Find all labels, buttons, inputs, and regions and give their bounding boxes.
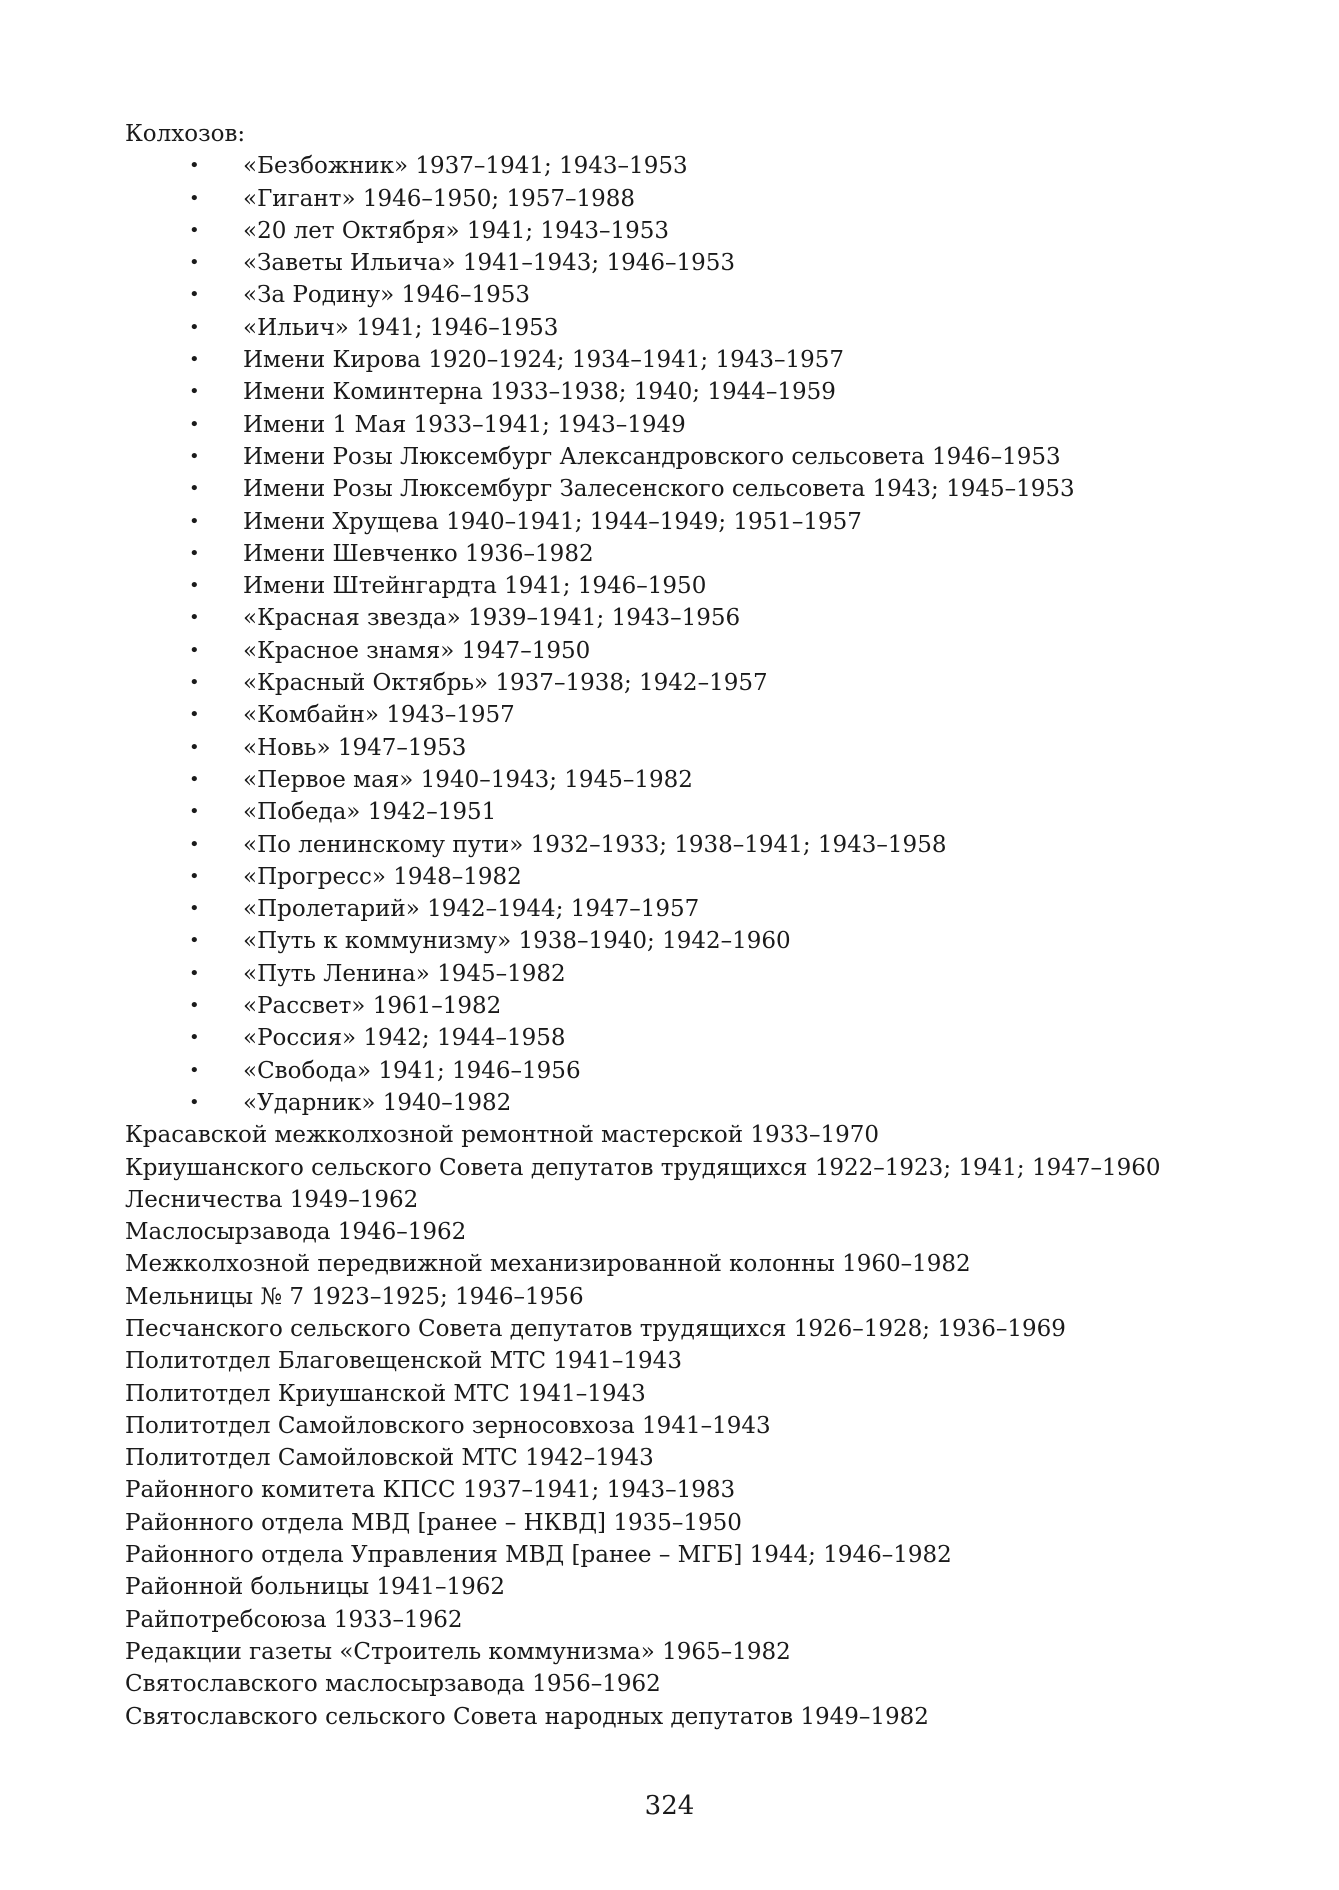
kolkhoz-list-item <box>125 829 1245 861</box>
organization-entry: Райпотребсоюза 1933–1962 <box>125 1606 463 1633</box>
kolkhoz-list-item <box>125 635 1245 667</box>
kolkhoz-name: «Комбайн» 1943–1957 <box>243 702 515 729</box>
bullet-icon: • <box>189 995 200 1017</box>
bullet-icon: • <box>189 704 200 726</box>
kolkhoz-name: «Безбожник» 1937–1941; 1943–1953 <box>243 153 688 180</box>
kolkhoz-list-item <box>125 925 1245 957</box>
bullet-icon: • <box>189 284 200 306</box>
bullet-icon: • <box>189 1059 200 1081</box>
organization-entry: Мельницы № 7 1923–1925; 1946–1956 <box>125 1283 584 1310</box>
kolkhoz-list <box>125 150 1245 1119</box>
bullet-icon: • <box>189 865 200 887</box>
kolkhoz-name: «Красное знамя» 1947–1950 <box>243 637 591 664</box>
organization-entry: Редакции газеты «Строитель коммунизма» 1965–1982 <box>125 1638 791 1665</box>
kolkhoz-name: «Пролетарий» 1942–1944; 1947–1957 <box>243 896 700 923</box>
kolkhoz-name: Имени Штейнгардта 1941; 1946–1950 <box>243 573 707 600</box>
organization-entry: Политотдел Самойловского зерносовхоза 1941–1943 <box>125 1412 771 1439</box>
bullet-icon: • <box>189 801 200 823</box>
kolkhoz-list-item <box>125 667 1245 699</box>
bullet-icon: • <box>189 445 200 467</box>
kolkhoz-name: «Россия» 1942; 1944–1958 <box>243 1025 566 1052</box>
bullet-icon: • <box>189 187 200 209</box>
kolkhoz-list-item <box>125 1022 1245 1054</box>
kolkhoz-list-item <box>125 376 1245 408</box>
bullet-icon: • <box>189 898 200 920</box>
bullet-icon: • <box>189 252 200 274</box>
kolkhoz-list-item <box>125 409 1245 441</box>
bullet-icon: • <box>189 542 200 564</box>
organization-entry: Районного отдела МВД [ранее – НКВД] 1935–1950 <box>125 1509 742 1536</box>
kolkhoz-name: «Путь к коммунизму» 1938–1940; 1942–1960 <box>243 928 791 955</box>
kolkhoz-name: «За Родину» 1946–1953 <box>243 282 531 309</box>
organization-entry: Красавской межколхозной ремонтной мастерской 1933–1970 <box>125 1122 879 1149</box>
kolkhoz-list-item <box>125 538 1245 570</box>
bullet-icon: • <box>189 478 200 500</box>
organization-entry: Криушанского сельского Совета депутатов трудящихся 1922–1923; 1941; 1947–1960 <box>125 1154 1161 1181</box>
kolkhoz-name: Имени Розы Люксембург Александровского сельсовета 1946–1953 <box>243 443 1061 470</box>
bullet-icon: • <box>189 768 200 790</box>
organization-entry: Лесничества 1949–1962 <box>125 1186 419 1213</box>
kolkhoz-name: Имени Коминтерна 1933–1938; 1940; 1944–1959 <box>243 379 836 406</box>
kolkhoz-list-item <box>125 1055 1245 1087</box>
kolkhoz-list-item <box>125 602 1245 634</box>
bullet-icon: • <box>189 381 200 403</box>
kolkhoz-name: «По ленинскому пути» 1932–1933; 1938–1941; 1943–1958 <box>243 831 947 858</box>
organization-entry: Политотдел Благовещенской МТС 1941–1943 <box>125 1348 682 1375</box>
organization-entry: Политотдел Самойловской МТС 1942–1943 <box>125 1445 654 1472</box>
kolkhoz-list-item <box>125 958 1245 990</box>
kolkhoz-name: Имени Кирова 1920–1924; 1934–1941; 1943–1957 <box>243 347 845 374</box>
kolkhoz-list-item <box>125 990 1245 1022</box>
document-page <box>125 118 1245 1733</box>
kolkhoz-list-item <box>125 893 1245 925</box>
bullet-icon: • <box>189 930 200 952</box>
bullet-icon: • <box>189 510 200 532</box>
kolkhoz-list-item <box>125 732 1245 764</box>
kolkhoz-list-item <box>125 764 1245 796</box>
kolkhoz-name: «Ударник» 1940–1982 <box>243 1089 512 1116</box>
organization-entry: Районного отдела Управления МВД [ранее – МГБ] 1944; 1946–1982 <box>125 1542 952 1569</box>
kolkhoz-name: «Заветы Ильича» 1941–1943; 1946–1953 <box>243 250 736 277</box>
kolkhoz-list-item <box>125 183 1245 215</box>
organization-entry: Межколхозной передвижной механизированной колонны 1960–1982 <box>125 1251 971 1278</box>
bullet-icon: • <box>189 1091 200 1113</box>
bullet-icon: • <box>189 1027 200 1049</box>
bullet-icon: • <box>189 672 200 694</box>
kolkhoz-name: Имени Розы Люксембург Залесенского сельсовета 1943; 1945–1953 <box>243 476 1075 503</box>
organization-entry: Районного комитета КПСС 1937–1941; 1943–1983 <box>125 1477 736 1504</box>
kolkhoz-name: Имени 1 Мая 1933–1941; 1943–1949 <box>243 411 686 438</box>
organization-list <box>125 1119 1245 1733</box>
organization-entry: Маслосырзавода 1946–1962 <box>125 1219 467 1246</box>
kolkhoz-name: Имени Шевченко 1936–1982 <box>243 540 594 567</box>
kolkhoz-name: «20 лет Октября» 1941; 1943–1953 <box>243 217 669 244</box>
bullet-icon: • <box>189 639 200 661</box>
bullet-icon: • <box>189 155 200 177</box>
bullet-icon: • <box>189 413 200 435</box>
kolkhoz-name: «Первое мая» 1940–1943; 1945–1982 <box>243 766 693 793</box>
kolkhoz-list-item <box>125 1087 1245 1119</box>
bullet-icon: • <box>189 316 200 338</box>
bullet-icon: • <box>189 962 200 984</box>
kolkhoz-list-item <box>125 570 1245 602</box>
bullet-icon: • <box>189 575 200 597</box>
organization-entry: Политотдел Криушанской МТС 1941–1943 <box>125 1380 646 1407</box>
kolkhoz-list-item <box>125 473 1245 505</box>
kolkhoz-name: «Свобода» 1941; 1946–1956 <box>243 1057 581 1084</box>
bullet-icon: • <box>189 219 200 241</box>
kolkhoz-name: «Рассвет» 1961–1982 <box>243 993 502 1020</box>
kolkhoz-list-item <box>125 150 1245 182</box>
kolkhoz-name: «Красный Октябрь» 1937–1938; 1942–1957 <box>243 670 768 697</box>
organization-entry: Святославского сельского Совета народных депутатов 1949–1982 <box>125 1703 929 1730</box>
kolkhoz-list-item <box>125 506 1245 538</box>
kolkhoz-name: Имени Хрущева 1940–1941; 1944–1949; 1951–1957 <box>243 508 862 535</box>
kolkhoz-name: «Гигант» 1946–1950; 1957–1988 <box>243 185 636 212</box>
kolkhoz-list-item <box>125 796 1245 828</box>
bullet-icon: • <box>189 349 200 371</box>
kolkhoz-list-item <box>125 215 1245 247</box>
kolkhoz-name: «Путь Ленина» 1945–1982 <box>243 960 566 987</box>
kolkhoz-heading: Колхозов: <box>125 121 246 147</box>
organization-entry: Песчанского сельского Совета депутатов трудящихся 1926–1928; 1936–1969 <box>125 1315 1066 1342</box>
organization-entry: Святославского маслосырзавода 1956–1962 <box>125 1671 661 1698</box>
kolkhoz-list-item <box>125 441 1245 473</box>
kolkhoz-name: «Красная звезда» 1939–1941; 1943–1956 <box>243 605 741 632</box>
organization-entry: Районной больницы 1941–1962 <box>125 1574 505 1601</box>
kolkhoz-list-item <box>125 279 1245 311</box>
kolkhoz-list-item <box>125 312 1245 344</box>
page-number: 324 <box>644 1791 695 1821</box>
kolkhoz-name: «Ильич» 1941; 1946–1953 <box>243 314 559 341</box>
kolkhoz-list-item <box>125 247 1245 279</box>
kolkhoz-list-item <box>125 861 1245 893</box>
kolkhoz-name: «Победа» 1942–1951 <box>243 799 497 826</box>
kolkhoz-list-item <box>125 344 1245 376</box>
bullet-icon: • <box>189 736 200 758</box>
bullet-icon: • <box>189 833 200 855</box>
kolkhoz-list-item <box>125 699 1245 731</box>
bullet-icon: • <box>189 607 200 629</box>
kolkhoz-name: «Новь» 1947–1953 <box>243 734 467 761</box>
kolkhoz-name: «Прогресс» 1948–1982 <box>243 863 522 890</box>
